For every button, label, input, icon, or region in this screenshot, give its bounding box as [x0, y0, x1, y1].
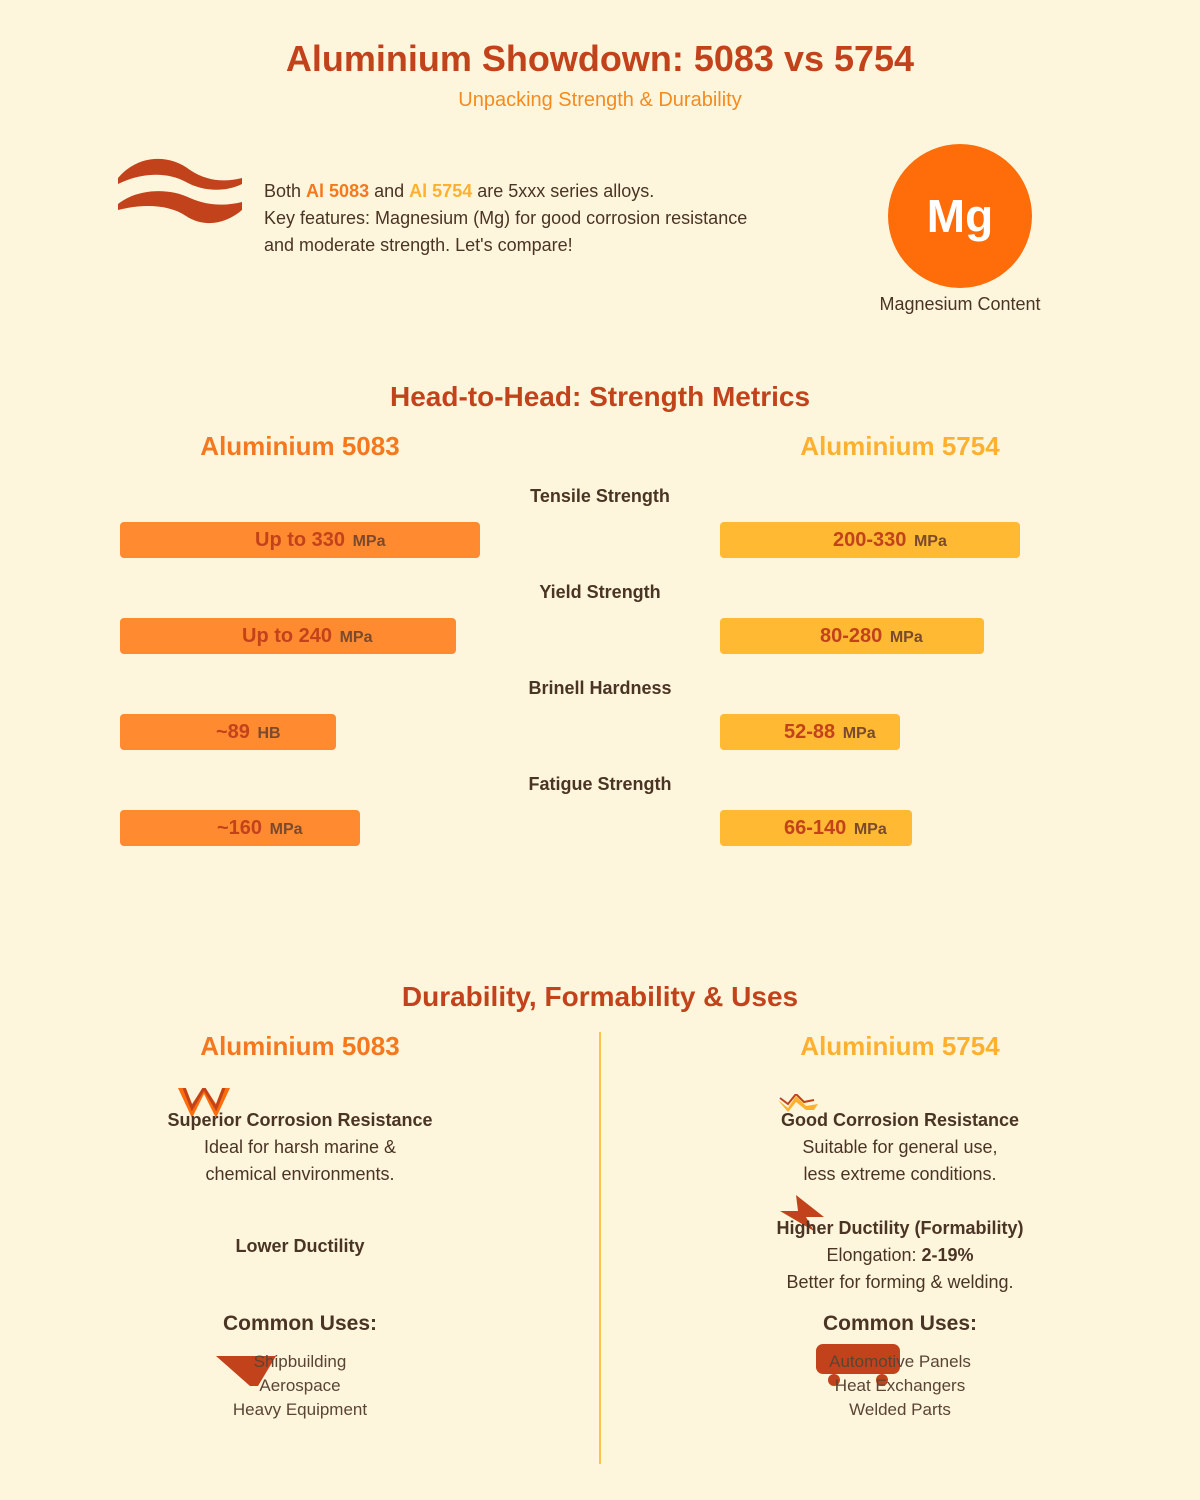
intro-series-text: are 5xxx series alloys. — [477, 181, 655, 201]
intro-alloy-5754: Al 5754 — [409, 181, 473, 201]
durability-section-title: Durability, Formability & Uses — [401, 981, 799, 1012]
column-divider — [599, 1032, 601, 1464]
bar-value-5083 — [242, 618, 373, 656]
mg-caption: Magnesium Content — [879, 294, 1041, 314]
mg-symbol: Mg — [926, 190, 994, 242]
bar-value-5754 — [820, 618, 923, 656]
value-unit: MPa — [269, 821, 303, 838]
value-text: Up to 240 — [242, 625, 333, 647]
strength-col-5754: Aluminium 5754 — [800, 431, 1000, 461]
elongation-value: 2-19% — [921, 1245, 974, 1265]
corrosion-title-5083: Superior Corrosion Resistance — [167, 1110, 433, 1130]
value-unit: HB — [257, 725, 281, 742]
metric-label: Yield Strength — [539, 582, 661, 602]
corrosion-text-5083 — [120, 1134, 480, 1188]
use-item: Shipbuilding — [253, 1352, 347, 1371]
value-unit: MPa — [352, 533, 386, 550]
corrosion-text-5754 — [720, 1134, 1080, 1188]
durability-col-5754: Aluminium 5754 — [800, 1031, 1000, 1061]
value-unit: MPa — [889, 629, 923, 646]
use-item: Heavy Equipment — [232, 1400, 368, 1419]
metric-label: Brinell Hardness — [528, 678, 672, 698]
bar-value-5754 — [833, 522, 947, 560]
intro-and: and — [374, 181, 405, 201]
metric-label: Tensile Strength — [530, 486, 670, 506]
corrosion-line: Suitable for general use, — [802, 1137, 998, 1157]
wave-icon — [118, 158, 242, 226]
corrosion-line: Ideal for harsh marine & — [203, 1137, 397, 1157]
value-text: 80-280 — [820, 625, 883, 647]
corrosion-line: chemical environments. — [205, 1164, 395, 1184]
value-text: 66-140 — [784, 817, 847, 839]
value-text: Up to 330 — [255, 529, 346, 551]
ductility-text-5754 — [720, 1242, 1080, 1296]
use-item: Automotive Panels — [829, 1352, 971, 1371]
value-text: 52-88 — [784, 721, 836, 743]
intro-features-line: Key features: Magnesium (Mg) for good corrosion resistance — [264, 208, 748, 228]
value-unit: MPa — [913, 533, 947, 550]
elongation-label: Elongation: — [826, 1245, 917, 1265]
bar-value-5083 — [217, 810, 303, 848]
ductility-line: Better for forming & welding. — [786, 1272, 1014, 1292]
corrosion-line: less extreme conditions. — [803, 1164, 997, 1184]
uses-title-5083: Common Uses: — [222, 1312, 378, 1335]
intro-alloy-5083: Al 5083 — [306, 181, 370, 201]
strength-col-5083: Aluminium 5083 — [200, 431, 400, 461]
use-item: Welded Parts — [849, 1400, 951, 1419]
value-unit: MPa — [853, 821, 887, 838]
durability-col-5083: Aluminium 5083 — [200, 1031, 400, 1061]
value-unit: MPa — [842, 725, 876, 742]
use-item: Heat Exchangers — [834, 1376, 966, 1395]
bar-value-5754 — [784, 810, 887, 848]
value-unit: MPa — [339, 629, 373, 646]
strength-section-title: Head-to-Head: Strength Metrics — [389, 381, 811, 412]
corrosion-title-5754: Good Corrosion Resistance — [780, 1110, 1020, 1130]
page-title: Aluminium Showdown: 5083 vs 5754 — [285, 38, 915, 79]
elongation-line — [720, 1242, 1080, 1269]
metric-label: Fatigue Strength — [528, 774, 672, 794]
bar-value-5083 — [216, 714, 281, 752]
ductility-title-5754: Higher Ductility (Formability) — [776, 1218, 1024, 1238]
value-text: ~160 — [217, 817, 263, 839]
intro-text — [264, 178, 844, 259]
bar-value-5754 — [784, 714, 876, 752]
intro-features-line2: and moderate strength. Let's compare! — [264, 235, 573, 255]
magnesium-badge — [888, 144, 1032, 288]
intro-both: Both — [264, 181, 302, 201]
bar-value-5083 — [255, 522, 386, 560]
ductility-title-5083: Lower Ductility — [235, 1236, 365, 1256]
uses-title-5754: Common Uses: — [822, 1312, 978, 1335]
value-text: ~89 — [216, 721, 250, 743]
page-subtitle: Unpacking Strength & Durability — [458, 89, 742, 111]
use-item: Aerospace — [259, 1376, 341, 1395]
value-text: 200-330 — [833, 529, 907, 551]
